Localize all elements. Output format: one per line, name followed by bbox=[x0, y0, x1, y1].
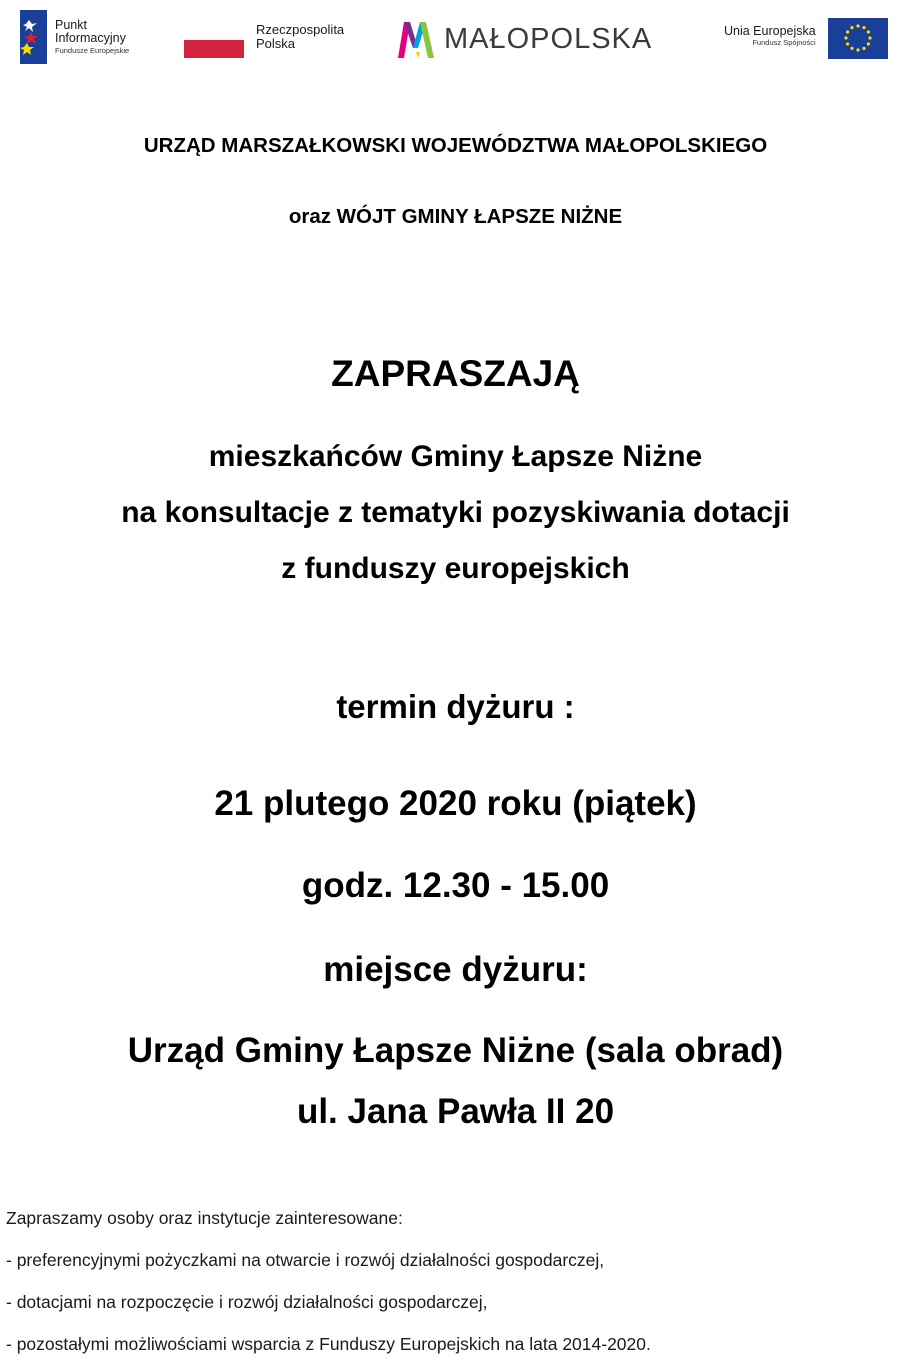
unia-line-1: Unia Europejska bbox=[724, 24, 816, 38]
malopolska-logo bbox=[396, 18, 652, 60]
eu-flag-icon bbox=[828, 18, 888, 59]
rzeczpospolita-line-2: Polska bbox=[256, 35, 296, 51]
rzeczpospolita-logo bbox=[184, 22, 344, 58]
info-item: - pozostałymi możliwościami wsparcia z Funduszy Europejskich na lata 2014-2020. bbox=[6, 1334, 651, 1354]
fundusze-europejskie-icon bbox=[20, 10, 47, 64]
fundusze-europejskie-logo bbox=[20, 10, 129, 64]
place-address: ul. Jana Pawła II 20 bbox=[296, 1092, 615, 1131]
logo-bar bbox=[0, 0, 911, 80]
info-item: - dotacjami na rozpoczęcie i rozwój działalności gospodarczej, bbox=[6, 1292, 488, 1312]
fundusze-line-2: Informacyjny bbox=[55, 31, 126, 46]
fundusze-line-3: Fundusze Europejskie bbox=[55, 46, 130, 56]
invitation-line-2: na konsultacje z tematyki pozyskiwania dotacji bbox=[121, 496, 790, 529]
place-name: Urząd Gminy Łapsze Niżne (sala obrad) bbox=[127, 1031, 784, 1070]
organizer-line-1: URZĄD MARSZAŁKOWSKI WOJEWÓDZTWA MAŁOPOLSKIEGO bbox=[143, 134, 768, 157]
info-intro: Zapraszamy osoby oraz instytucje zainteresowane: bbox=[6, 1208, 403, 1228]
term-date: 21 plutego 2020 roku (piątek) bbox=[214, 784, 697, 823]
term-time: godz. 12.30 - 15.00 bbox=[301, 866, 610, 905]
term-label: termin dyżuru : bbox=[336, 688, 575, 725]
invitation-line-3: z funduszy europejskich bbox=[281, 552, 630, 585]
unia-europejska-logo bbox=[724, 17, 888, 59]
malopolska-name: MAŁOPOLSKA bbox=[444, 22, 653, 55]
malopolska-mark-icon bbox=[396, 18, 436, 60]
fundusze-line-1: Punkt bbox=[55, 17, 87, 32]
invitation-line-1: mieszkańców Gminy Łapsze Niżne bbox=[208, 440, 703, 473]
invitation-heading: ZAPRASZAJĄ bbox=[331, 353, 580, 394]
rzeczpospolita-line-1: Rzeczpospolita bbox=[256, 22, 345, 37]
unia-line-2: Fundusz Spójności bbox=[752, 37, 816, 47]
organizer-line-2: oraz WÓJT GMINY ŁAPSZE NIŻNE bbox=[288, 205, 623, 228]
polish-flag-icon bbox=[184, 22, 244, 58]
place-label: miejsce dyżuru: bbox=[323, 950, 588, 989]
info-item: - preferencyjnymi pożyczkami na otwarcie i rozwój działalności gospodarczej, bbox=[6, 1250, 605, 1270]
